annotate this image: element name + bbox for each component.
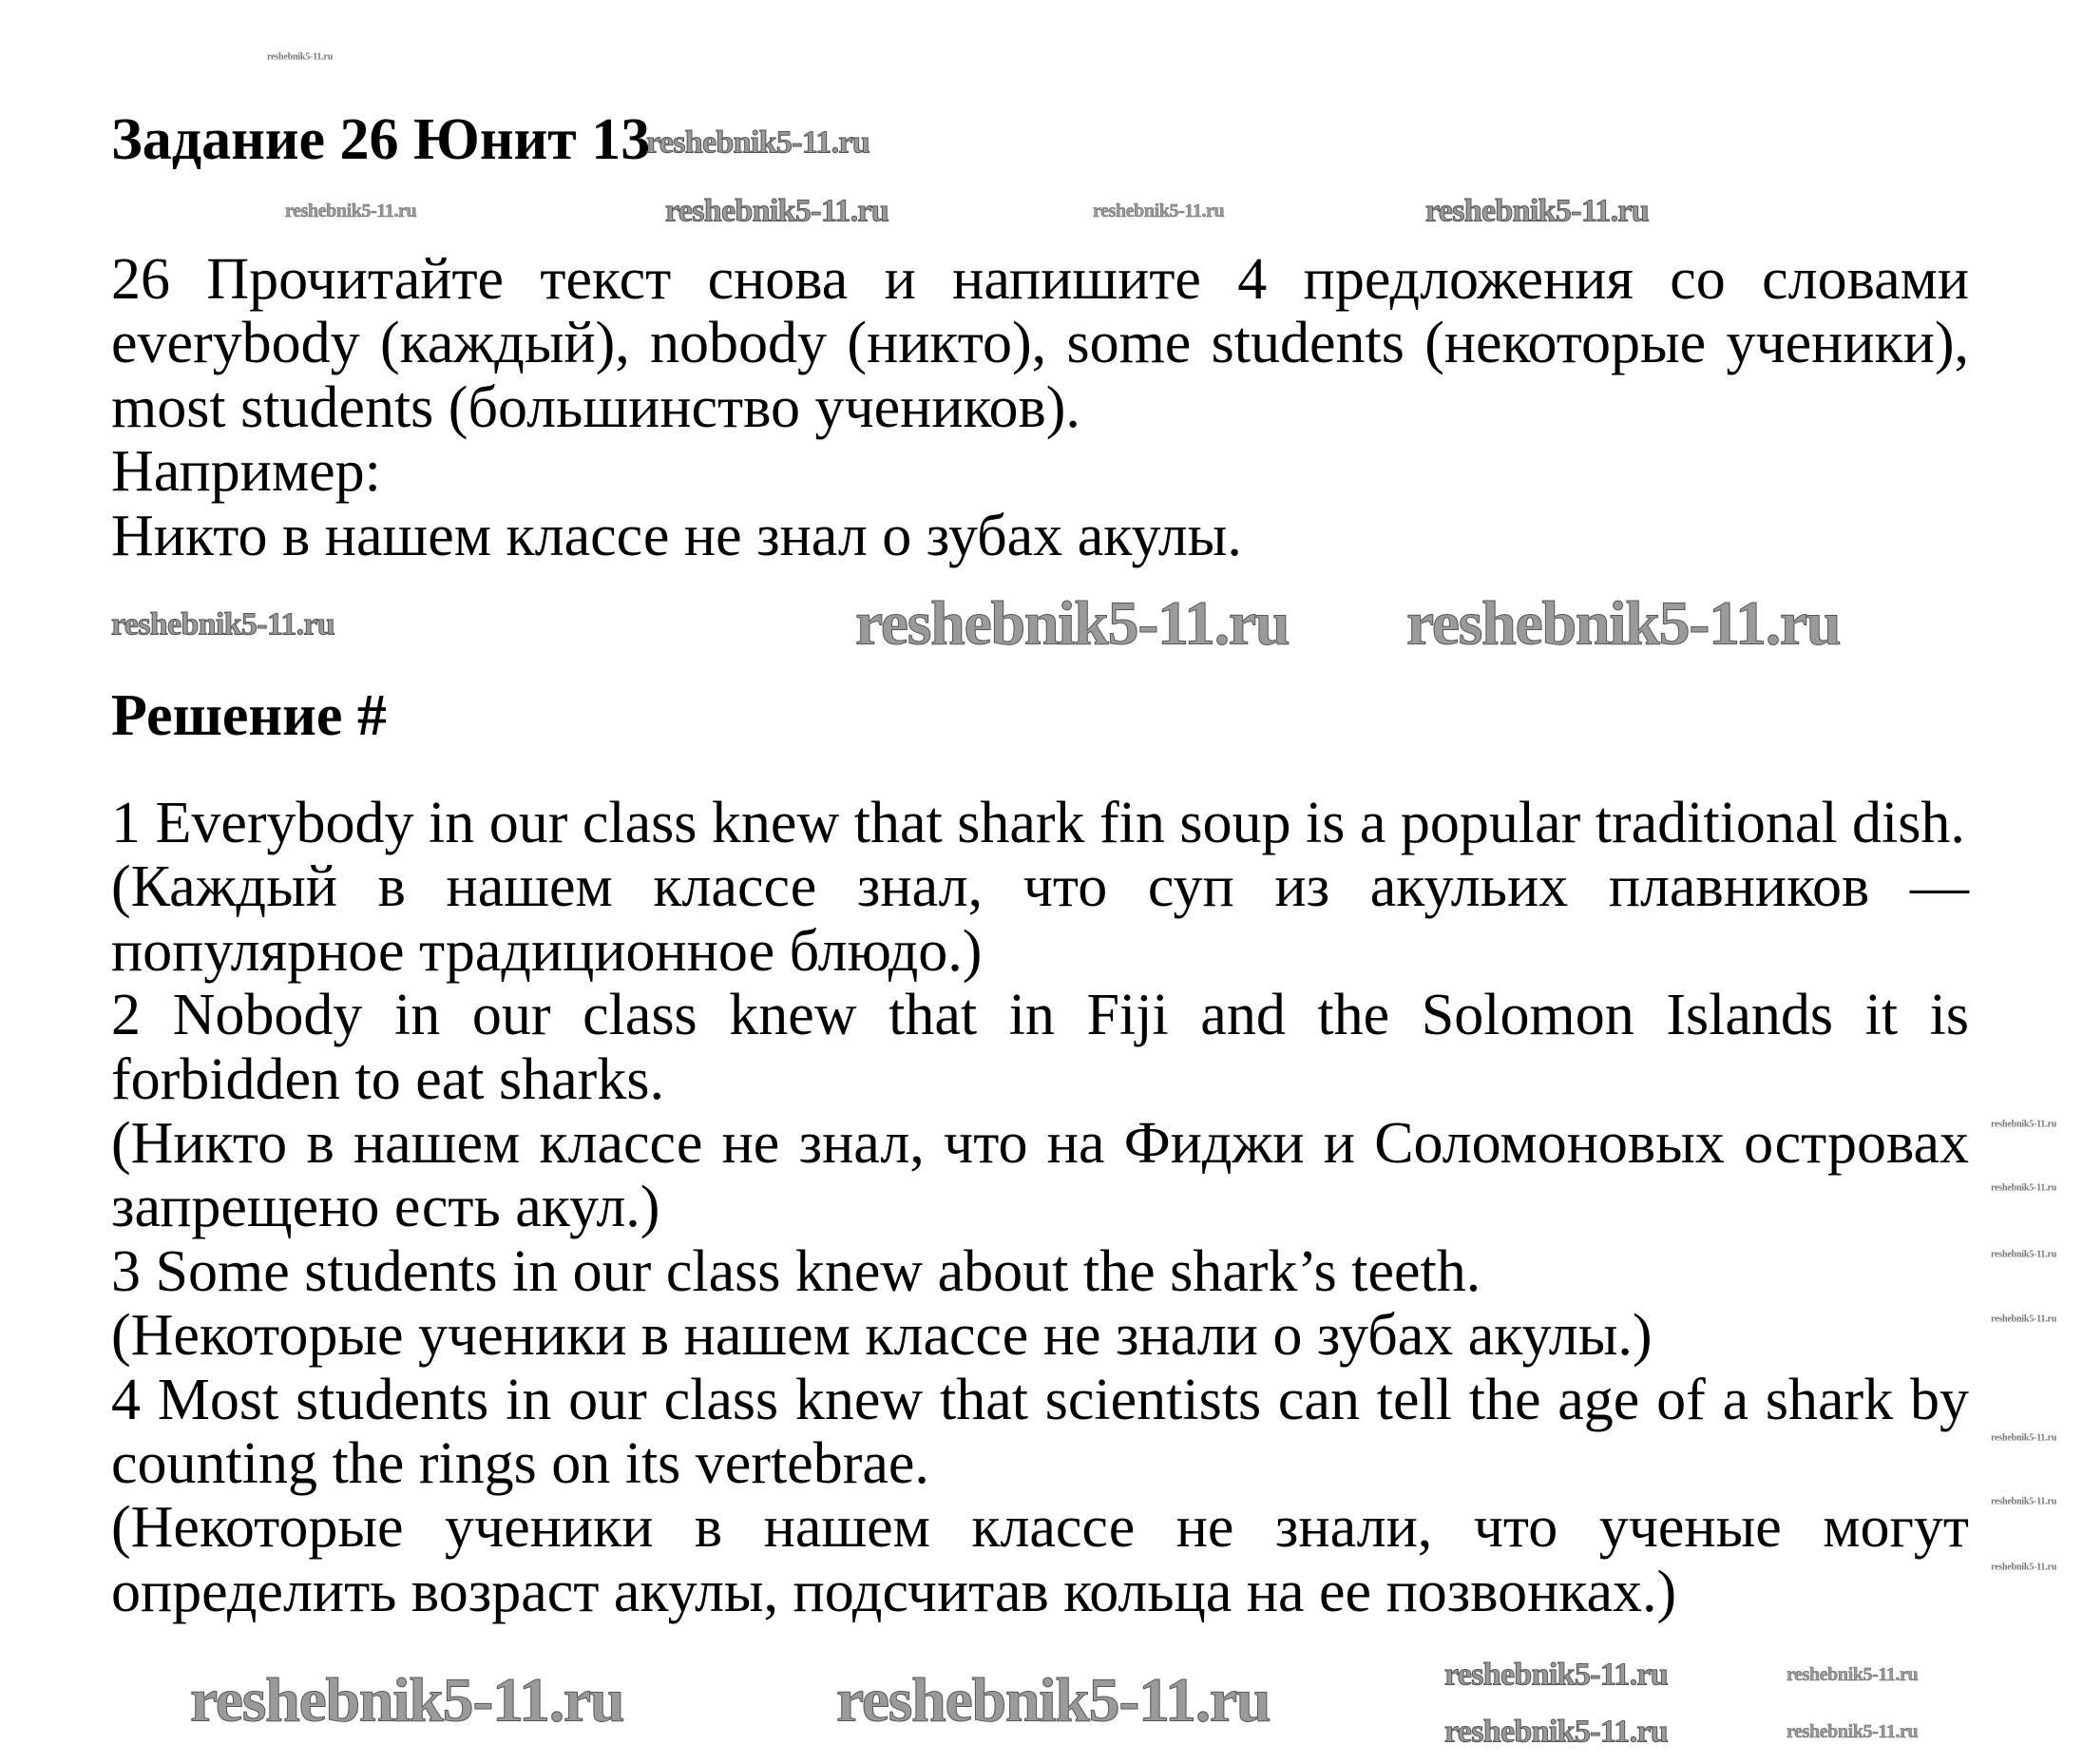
watermark: reshebnik5-11.ru bbox=[1093, 201, 1225, 221]
watermark: reshebnik5-11.ru bbox=[1991, 1562, 2057, 1573]
answer-english: 2 Nobody in our class knew that in Fiji and the Solomon Islands it is forbidden to eat sharks. bbox=[111, 983, 1969, 1112]
answer-russian: (Каждый в нашем классе знал, что суп из акульих плавников — популярное традиционное блюдо.) bbox=[111, 854, 1969, 984]
example-sentence: Никто в нашем классе не знал о зубах акулы. bbox=[111, 503, 1242, 568]
answer-russian: (Некоторые ученики в нашем классе не знали, что ученые могут определить возраст акулы, подсчитав кольца на ее позвонках.) bbox=[111, 1495, 1969, 1624]
watermark: reshebnik5-11.ru bbox=[1425, 193, 1650, 229]
watermark: reshebnik5-11.ru bbox=[646, 125, 870, 161]
watermark: reshebnik5-11.ru bbox=[665, 193, 889, 229]
list-item bbox=[111, 1240, 1969, 1369]
task-block bbox=[111, 248, 1969, 568]
list-item bbox=[111, 1369, 1969, 1625]
task-text: 26 Прочитайте текст снова и напишите 4 предложения со словами everybody (каждый), nobody (никто), some students (некоторые ученики), most students (большинство учеников). bbox=[111, 247, 1969, 440]
page-title: Задание 26 Юнит 13 bbox=[111, 107, 651, 172]
watermark: reshebnik5-11.ru bbox=[111, 606, 335, 642]
answer-russian: (Некоторые ученики в нашем классе не знали о зубах акулы.) bbox=[111, 1303, 1653, 1369]
list-item bbox=[111, 792, 1969, 984]
watermark: reshebnik5-11.ru bbox=[836, 1665, 1271, 1735]
watermark: reshebnik5-11.ru bbox=[1444, 1657, 1669, 1693]
watermark: reshebnik5-11.ru bbox=[1991, 1119, 2057, 1130]
watermark: reshebnik5-11.ru bbox=[1787, 1721, 1919, 1742]
watermark: reshebnik5-11.ru bbox=[267, 51, 334, 63]
solution-heading: Решение # bbox=[111, 683, 387, 748]
watermark: reshebnik5-11.ru bbox=[285, 201, 417, 221]
watermark: reshebnik5-11.ru bbox=[1991, 1249, 2057, 1260]
example-label: Например: bbox=[111, 439, 381, 505]
watermark: reshebnik5-11.ru bbox=[1991, 1496, 2057, 1507]
watermark: reshebnik5-11.ru bbox=[1787, 1664, 1919, 1685]
answer-english: 4 Most students in our class knew that scientists can tell the age of a shark by counting the rings on its vertebrae. bbox=[111, 1367, 1969, 1497]
watermark: reshebnik5-11.ru bbox=[855, 588, 1290, 659]
watermark: reshebnik5-11.ru bbox=[1991, 1432, 2057, 1444]
watermark: reshebnik5-11.ru bbox=[1991, 1182, 2057, 1194]
watermark: reshebnik5-11.ru bbox=[190, 1665, 624, 1735]
watermark: reshebnik5-11.ru bbox=[1991, 1313, 2057, 1325]
answer-russian: (Никто в нашем классе не знал, что на Фиджи и Соломоновых островах запрещено есть акул.) bbox=[111, 1111, 1969, 1240]
answer-english: 1 Everybody in our class knew that shark fin soup is a popular traditional dish. bbox=[111, 791, 1965, 855]
list-item bbox=[111, 984, 1969, 1240]
watermark: reshebnik5-11.ru bbox=[1406, 588, 1841, 659]
watermark: reshebnik5-11.ru bbox=[1444, 1714, 1669, 1750]
solution-list bbox=[111, 792, 1969, 1624]
answer-english: 3 Some students in our class knew about the shark’s teeth. bbox=[111, 1238, 1481, 1304]
